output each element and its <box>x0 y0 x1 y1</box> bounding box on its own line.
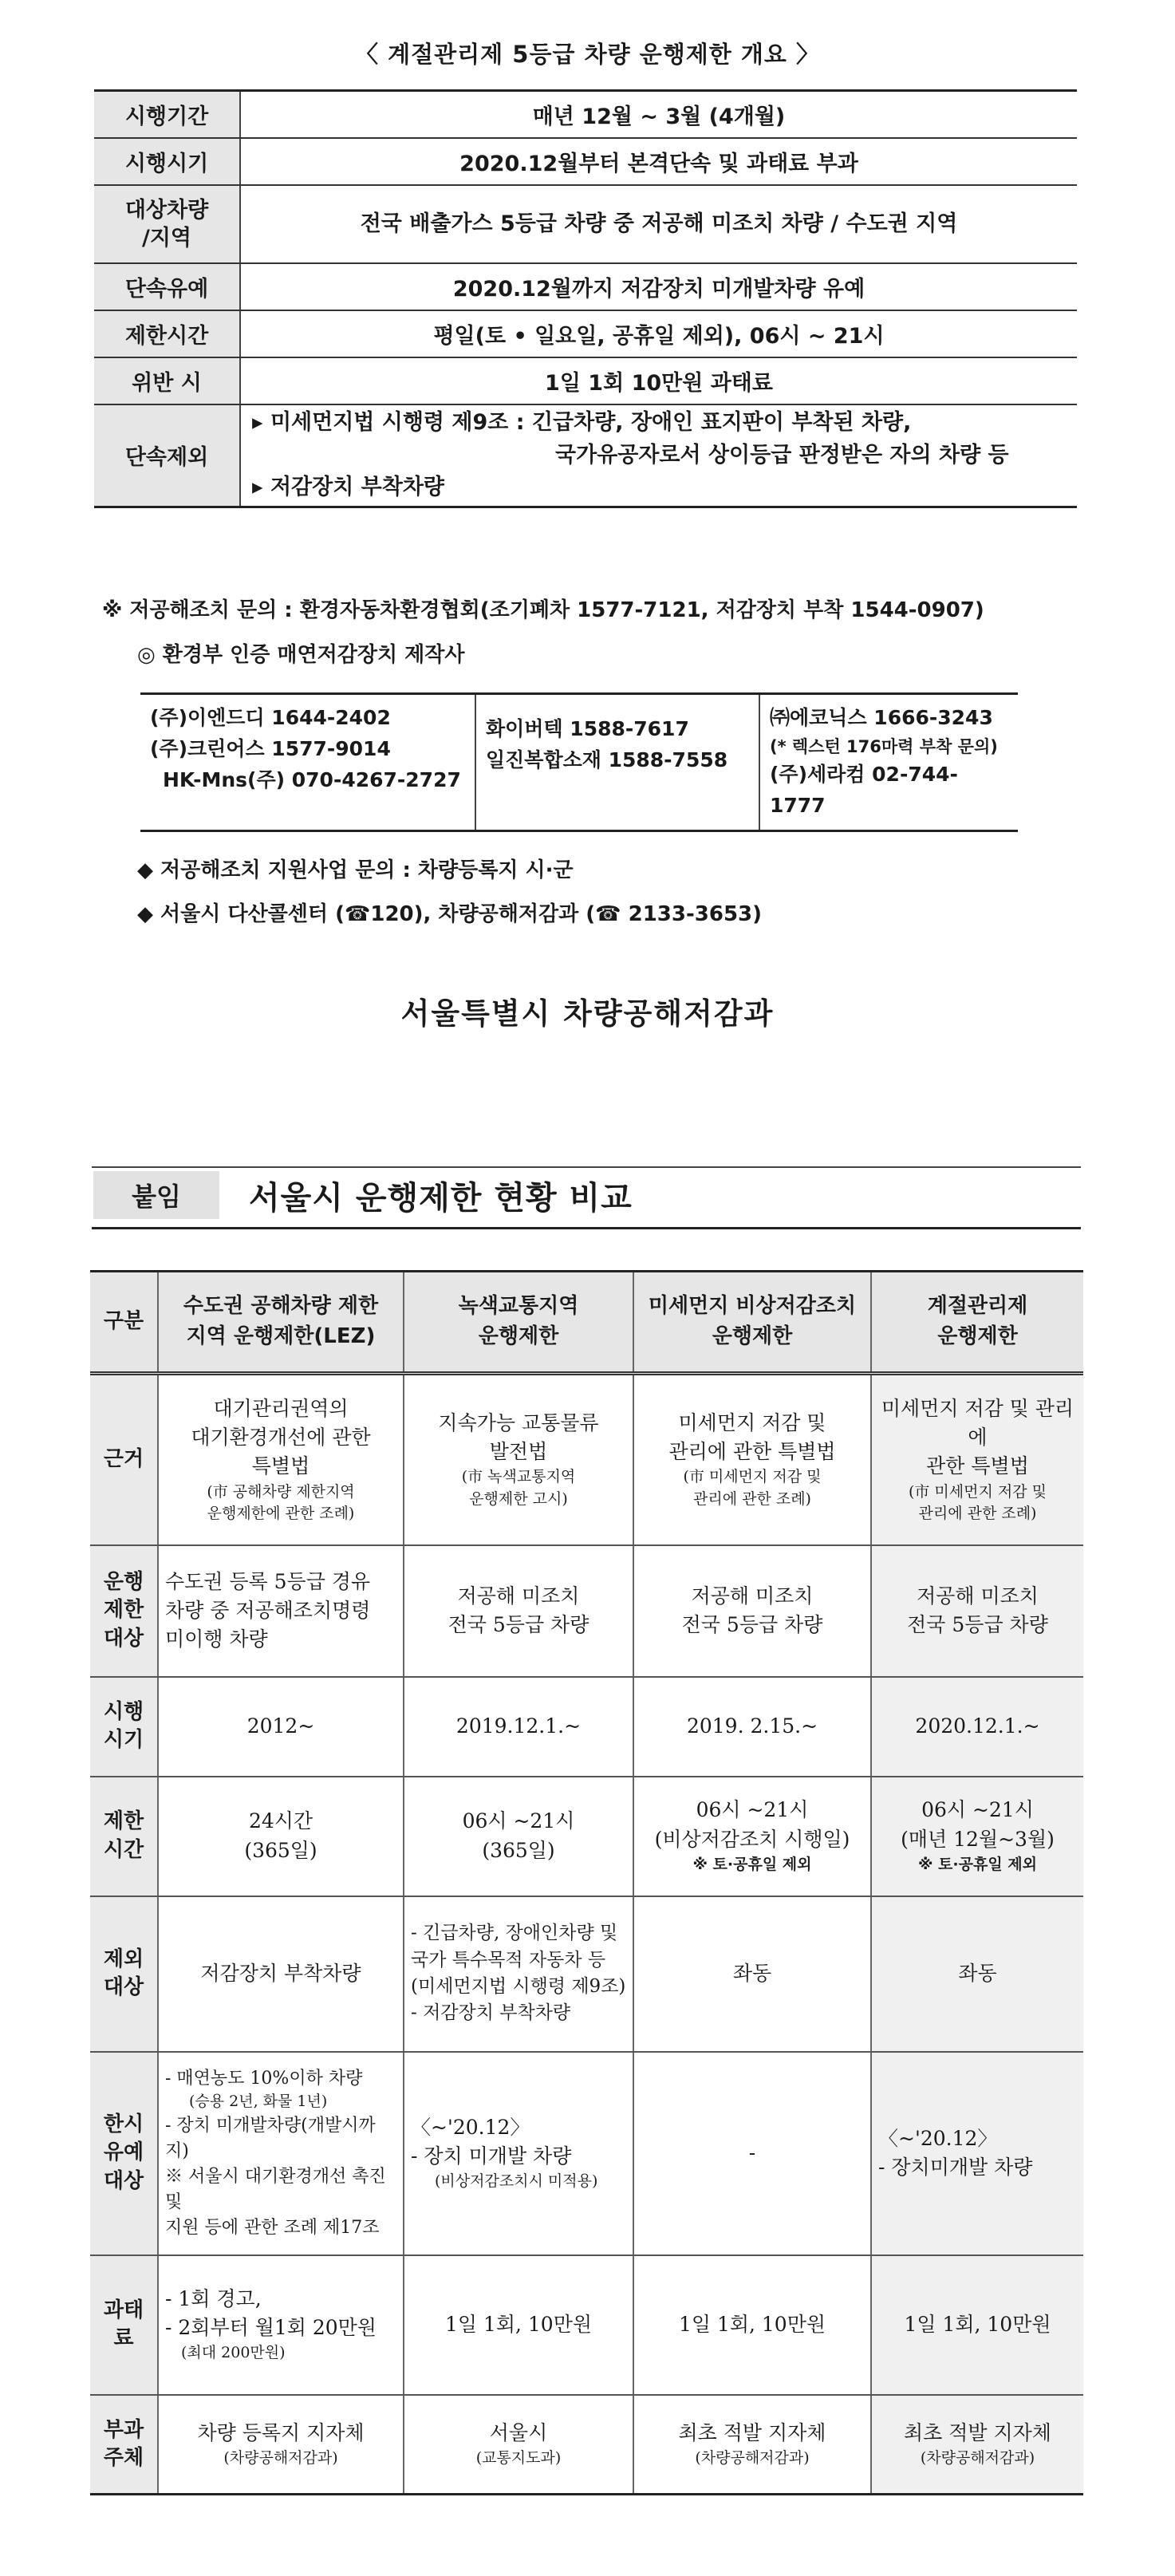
cell-main: - 장치 미개발차량(개발시까지) ※ 서울시 대기환경개선 촉진 및 지원 등에 관한 조례 제17조 <box>165 2115 386 2238</box>
appendix-badge: 붙임 <box>93 1171 219 1219</box>
overview-table <box>94 89 1077 508</box>
table-cell: 1일 1회, 10만원 <box>871 2255 1083 2395</box>
row-label: 위반 시 <box>94 357 240 404</box>
cell-main: 미세먼지 저감 및 관리에 관한 특별법 <box>668 1410 836 1464</box>
exclusion-value <box>240 404 1077 507</box>
table-cell <box>871 1545 1083 1677</box>
maker-item: HK-Mns(주) 070-4267-2727 <box>163 767 461 791</box>
cell-note: (비상저감조치시 미적용) <box>435 2172 598 2191</box>
makers-col <box>759 694 1018 831</box>
table-row <box>90 2255 1083 2395</box>
overview-row <box>94 138 1077 185</box>
cell-main: 저공해 미조치 전국 5등급 차량 <box>448 1584 589 1636</box>
table-cell: 1일 1회, 10만원 <box>404 2255 633 2395</box>
row-header: 과태료 <box>90 2255 158 2395</box>
table-cell: 2019.12.1.~ <box>404 1677 633 1777</box>
table-cell <box>158 2052 404 2255</box>
table-cell: 2012~ <box>158 1677 404 1777</box>
table-cell: 좌동 <box>633 1896 871 2052</box>
cell-main: 〈~'20.12〉 - 장치 미개발 차량 <box>411 2115 572 2168</box>
overview-row <box>94 357 1077 404</box>
cell-main: 06시 ~21시 (365일) <box>462 1809 575 1862</box>
table-row <box>90 1896 1083 2052</box>
table-cell <box>871 1374 1083 1545</box>
table-cell: 좌동 <box>871 1896 1083 2052</box>
header-cell: 수도권 공해차량 제한 지역 운행제한(LEZ) <box>158 1272 404 1374</box>
table-cell <box>404 1374 633 1545</box>
cell-main: - 1회 경고, - 2회부터 월1회 20만원 <box>165 2286 377 2340</box>
exclusion-line: ▸ 미세먼지법 시행령 제9조 : 긴급차량, 장애인 표지판이 부착된 차량, <box>252 410 912 435</box>
overview-title: 〈 계절관리제 5등급 차량 운행제한 개요 〉 <box>355 41 820 68</box>
cell-main: 수도권 등록 5등급 경유 차량 중 저공해조치명령 미이행 차량 <box>165 1569 371 1651</box>
table-cell <box>158 2255 404 2395</box>
row-label: 대상차량 /지역 <box>94 185 240 263</box>
cell-note: ※ 토·공휴일 제외 <box>917 1855 1038 1873</box>
maker-item: ㈜에코닉스 1666-3243 <box>770 706 993 729</box>
appendix-title: 서울시 운행제한 현황 비교 <box>249 1180 633 1217</box>
divider <box>92 1227 1081 1229</box>
row-header: 운행 제한 대상 <box>90 1545 158 1677</box>
cell-main: 지속가능 교통물류 발전법 <box>438 1410 599 1464</box>
header-cell: 구분 <box>90 1272 158 1374</box>
table-cell <box>158 1777 404 1896</box>
overview-row <box>94 185 1077 263</box>
overview-row <box>94 91 1077 139</box>
table-row <box>90 1777 1083 1896</box>
cell-main: 〈~'20.12〉 - 장치미개발 차량 <box>878 2126 1033 2179</box>
cell-note: (市 미세먼지 저감 및 관리에 관한 조례) <box>683 1468 822 1508</box>
table-cell: - <box>633 2052 871 2255</box>
table-cell: 저감장치 부착차량 <box>158 1896 404 2052</box>
table-cell <box>871 1777 1083 1896</box>
row-value: 평일(토 • 일요일, 공휴일 제외), 06시 ~ 21시 <box>240 310 1077 357</box>
table-row <box>90 2395 1083 2495</box>
cell-note: (최대 200만원) <box>181 2344 286 2362</box>
cell-note: (승용 2년, 화물 1년) <box>189 2093 328 2111</box>
maker-item: (주)크린어스 1577-9014 <box>150 736 391 760</box>
makers-col <box>475 694 759 831</box>
exclusion-line: ▸ 저감장치 부착차량 <box>252 475 445 499</box>
row-value: 전국 배출가스 5등급 차량 중 저공해 미조치 차량 / 수도권 지역 <box>240 185 1077 263</box>
makers-title: ◎ 환경부 인증 매연저감장치 제작사 <box>137 643 465 667</box>
maker-item: (주)이엔드디 1644-2402 <box>150 706 391 729</box>
cell-main: 최초 적발 지자체 <box>678 2420 826 2444</box>
table-cell <box>404 2052 633 2255</box>
cell-main: 06시 ~21시 (매년 12월~3월) <box>901 1798 1055 1851</box>
cell-main: 저공해 미조치 전국 5등급 차량 <box>681 1584 823 1636</box>
table-cell <box>404 1896 633 2052</box>
table-cell: 2020.12.1.~ <box>871 1677 1083 1777</box>
overview-row-exclusion <box>94 404 1077 507</box>
cell-note: (市 미세먼지 저감 및 관리에 관한 조례) <box>908 1482 1047 1523</box>
cell-main: - 매연농도 10%이하 차량 <box>165 2068 363 2089</box>
header-cell: 녹색교통지역 운행제한 <box>404 1272 633 1374</box>
cell-main: 대기관리권역의 대기환경개선에 관한 특별법 <box>191 1396 371 1478</box>
row-label: 시행기간 <box>94 91 240 139</box>
table-row <box>90 1374 1083 1545</box>
maker-item: (주)세라컴 02-744-1777 <box>770 763 958 818</box>
makers-table <box>140 692 1018 832</box>
cell-main: 차량 등록지 지자체 <box>197 2420 365 2444</box>
table-cell <box>633 1374 871 1545</box>
table-cell <box>633 1777 871 1896</box>
cell-main: 서울시 <box>489 2420 548 2444</box>
table-cell <box>158 1374 404 1545</box>
maker-item: 일진복합소재 1588-7558 <box>486 748 728 771</box>
cell-main: 저공해 미조치 전국 5등급 차량 <box>907 1584 1048 1636</box>
cell-note: ※ 토·공휴일 제외 <box>692 1855 812 1873</box>
cell-main: 미세먼지 저감 및 관리에 관한 특별법 <box>881 1396 1074 1478</box>
table-cell <box>871 2395 1083 2495</box>
row-value: 2020.12월까지 저감장치 미개발차량 유예 <box>240 263 1077 310</box>
table-row <box>90 1545 1083 1677</box>
row-label: 시행시기 <box>94 138 240 185</box>
table-row <box>90 1677 1083 1777</box>
row-value: 2020.12월부터 본격단속 및 과태료 부과 <box>240 138 1077 185</box>
row-header: 제한 시간 <box>90 1777 158 1896</box>
row-label: 단속제외 <box>94 404 240 507</box>
cell-main: 06시 ~21시 (비상저감조치 시행일) <box>654 1798 850 1851</box>
row-value: 매년 12월 ~ 3월 (4개월) <box>240 91 1077 139</box>
table-cell: 1일 1회, 10만원 <box>633 2255 871 2395</box>
overview-row <box>94 263 1077 310</box>
exclusion-line: 국가유공자로서 상이등급 판정받은 자의 차량 등 <box>555 442 1009 467</box>
maker-item: 화이버텍 1588-7617 <box>486 717 689 740</box>
overview-row <box>94 310 1077 357</box>
table-cell <box>404 1545 633 1677</box>
row-header: 시행 시기 <box>90 1677 158 1777</box>
cell-main: - 긴급차량, 장애인차량 및 국가 특수목적 자동차 등 (미세먼지법 시행령 제9조) - 저감장치 부착차량 <box>411 1923 626 2024</box>
row-header: 제외 대상 <box>90 1896 158 2052</box>
inquiry-note: ※ 저공해조치 문의 : 환경자동차환경협회(조기폐차 1577-7121, 저감장치 부착 1544-0907) <box>102 598 984 622</box>
table-row <box>90 2052 1083 2255</box>
table-cell <box>404 1777 633 1896</box>
cell-main: 최초 적발 지자체 <box>904 2420 1051 2444</box>
cell-note: (市 녹색교통지역 운행제한 고시) <box>461 1468 576 1508</box>
cell-note: (차량공해저감과) <box>223 2449 338 2468</box>
row-header: 부과 주체 <box>90 2395 158 2495</box>
divider <box>92 1166 1081 1168</box>
table-cell <box>158 2395 404 2495</box>
office-name: 서울특별시 차량공해저감과 <box>400 996 775 1031</box>
cell-note: (차량공해저감과) <box>920 2449 1035 2468</box>
table-cell <box>404 2395 633 2495</box>
row-label: 단속유예 <box>94 263 240 310</box>
table-cell <box>158 1545 404 1677</box>
cell-note: (교통지도과) <box>475 2449 562 2468</box>
row-header: 한시 유예 대상 <box>90 2052 158 2255</box>
cell-note: (市 공해차량 제한지역 운행제한에 관한 조례) <box>207 1482 355 1523</box>
header-cell: 미세먼지 비상저감조치 운행제한 <box>633 1272 871 1374</box>
row-value: 1일 1회 10만원 과태료 <box>240 357 1077 404</box>
table-cell <box>633 2395 871 2495</box>
row-label: 제한시간 <box>94 310 240 357</box>
seoul-note: ◆ 서울시 다산콜센터 (☎120), 차량공해저감과 (☎ 2133-3653) <box>137 902 763 926</box>
table-cell <box>633 1545 871 1677</box>
comparison-table <box>90 1270 1083 2495</box>
table-cell: 2019. 2.15.~ <box>633 1677 871 1777</box>
support-note: ◆ 저공해조치 지원사업 문의 : 차량등록지 시·군 <box>137 858 574 882</box>
maker-item: (* 렉스턴 176마력 부착 문의) <box>770 736 998 756</box>
row-header: 근거 <box>90 1374 158 1545</box>
cell-note: (차량공해저감과) <box>695 2449 810 2468</box>
header-cell: 계절관리제 운행제한 <box>871 1272 1083 1374</box>
table-header-row <box>90 1272 1083 1374</box>
makers-col <box>140 694 475 831</box>
cell-main: 24시간 (365일) <box>244 1809 317 1862</box>
table-cell <box>871 2052 1083 2255</box>
